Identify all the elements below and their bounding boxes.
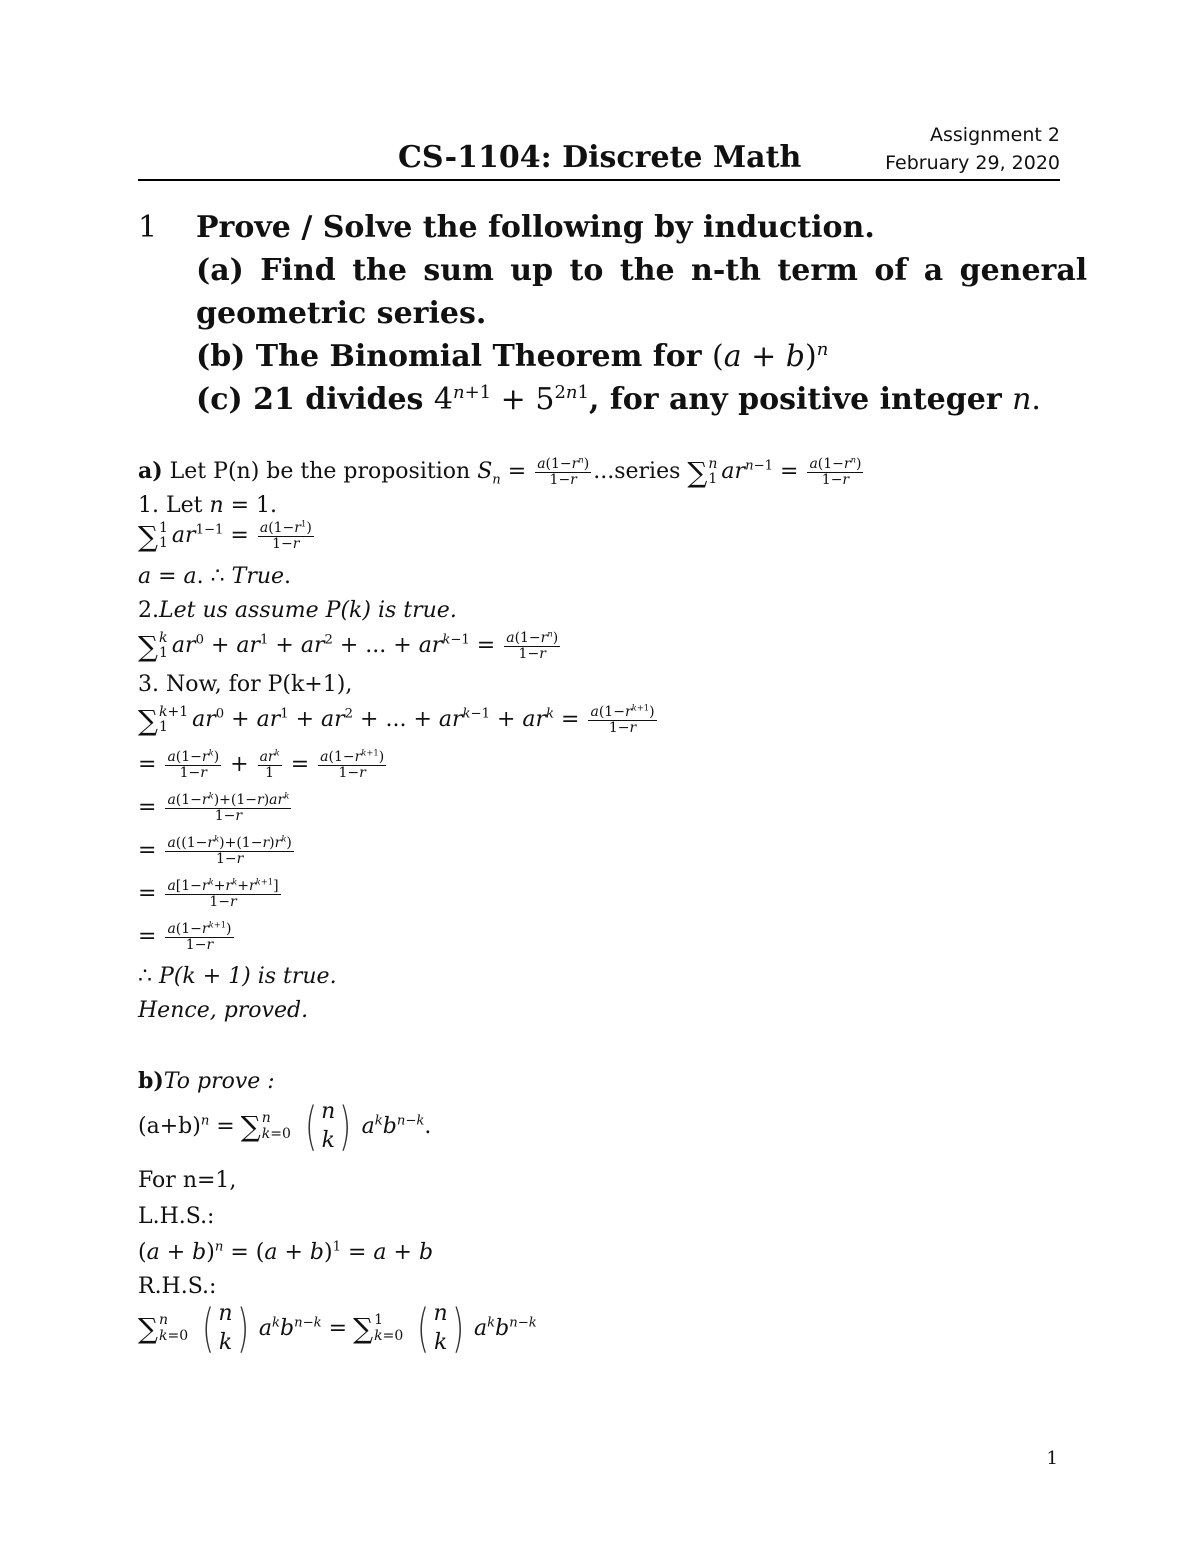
lhs-label: L.H.S.: xyxy=(138,1204,215,1229)
course-title: CS-1104: Discrete Math xyxy=(398,140,802,175)
derivation-line-1: = $\frac{a(1-r^k)}{1-r}$ + $\frac{ar^k}{1}$ = $\frac{a(1-r^{k+1})}{1-r}$ xyxy=(138,747,385,781)
date-label: February 29, 2020 xyxy=(885,152,1060,174)
part-a-label: a) xyxy=(138,458,163,484)
series-word: ...series xyxy=(593,459,681,484)
question-line-1: Prove / Solve the following by induction. xyxy=(196,210,875,245)
header-rule xyxy=(138,179,1060,181)
step-1-result: a = a. ∴ True. xyxy=(138,564,292,589)
step-2-text: Let us assume P(k) is true. xyxy=(159,598,457,623)
step-1-sum: ∑ 1 1 $ar^{1-1}$ = $\frac{a(1-r^1)}{1-r}$ xyxy=(138,518,312,553)
step-2-sum: ∑ k 1 $ar^0 + ar^1 + ar^2$ + ... + $ar^{k-1}$ = $\frac{a(1-r^n)}{1-r}$ xyxy=(138,628,559,663)
derivation-line-5: = $\frac{a(1-r^{k+1})}{1-r}$ xyxy=(138,919,232,953)
divisibility-expression: $4^{n+1} + 5^{2n1}$ xyxy=(433,382,589,417)
question-line-3: geometric series. xyxy=(196,296,487,331)
step-3-sum: ∑ k+1 1 $ar^0 + ar^1 + ar^2$ + ... + $ar^{k-1} + ar^k$ = $\frac{a(1-r^{k+1})}{1-r}$ xyxy=(138,702,655,737)
question-line-5: (c) 21 divides $4^{n+1} + 5^{2n1}$, for any positive integer n. xyxy=(196,382,1041,417)
assignment-label: Assignment 2 xyxy=(930,124,1060,146)
conclusion-2: Hence, proved. xyxy=(138,998,309,1023)
step-2-number: 2. xyxy=(138,598,159,623)
part-a-intro-text: Let P(n) be the proposition xyxy=(169,459,471,484)
question-line-2: (a) Find the sum up to the n-th term of a general xyxy=(196,253,1088,288)
conclusion-1-text: P(k + 1) is true. xyxy=(159,964,337,989)
rhs-expression: ∑ n k=0 ( n k ) $a^kb^{n-k}$ = ∑ 1 k=0 ( n k ) $a^kb^{n-k}$ xyxy=(138,1298,537,1359)
lhs-expression: $(a + b)^n = (a + b)^1 = a + b$ xyxy=(138,1239,434,1265)
step-2 xyxy=(138,598,457,623)
derivation-line-2: = $\frac{a(1-r^k)+(1-r)ar^k}{1-r}$ xyxy=(138,790,290,824)
part-b-header xyxy=(138,1068,275,1094)
binomial-expression: $(a + b)^n$ xyxy=(711,339,829,374)
question-c-suffix: , for any positive integer xyxy=(588,382,1002,417)
binomial-statement: $(a+b)^n$ = ∑ n k=0 ( n k ) $a^kb^{n-k}$. xyxy=(138,1096,432,1157)
step-1-text: 1. Let xyxy=(138,493,203,518)
rhs-label: R.H.S.: xyxy=(138,1274,217,1299)
question-b-text: (b) The Binomial Theorem for xyxy=(196,339,702,374)
part-a-intro: a) Let P(n) be the proposition $S_n$ = $\frac{a(1-r^n)}{1-r}$ ...series ∑ n 1 $ar^{n-1}$ = $\frac{a(1-r^n)}{1-r}$ xyxy=(138,454,862,489)
conclusion-1: ∴ P(k + 1) is true. xyxy=(138,964,337,989)
to-prove-text: To prove : xyxy=(163,1069,275,1094)
derivation-line-4: = $\frac{a[1-r^k+r^k+r^{k+1}]}{1-r}$ xyxy=(138,876,279,910)
question-line-4 xyxy=(196,339,828,374)
question-number: 1 xyxy=(138,210,158,245)
for-n-equals-1: For n=1, xyxy=(138,1168,237,1193)
question-c-text: (c) 21 divides xyxy=(196,382,424,417)
derivation-line-3: = $\frac{a((1-r^k)+(1-r)r^k)}{1-r}$ xyxy=(138,833,292,867)
page-number: 1 xyxy=(1046,1448,1058,1469)
part-b-label: b) xyxy=(138,1068,164,1094)
step-3: 3. Now, for P(k+1), xyxy=(138,672,353,697)
step-1: 1. Let n = 1. xyxy=(138,493,278,518)
